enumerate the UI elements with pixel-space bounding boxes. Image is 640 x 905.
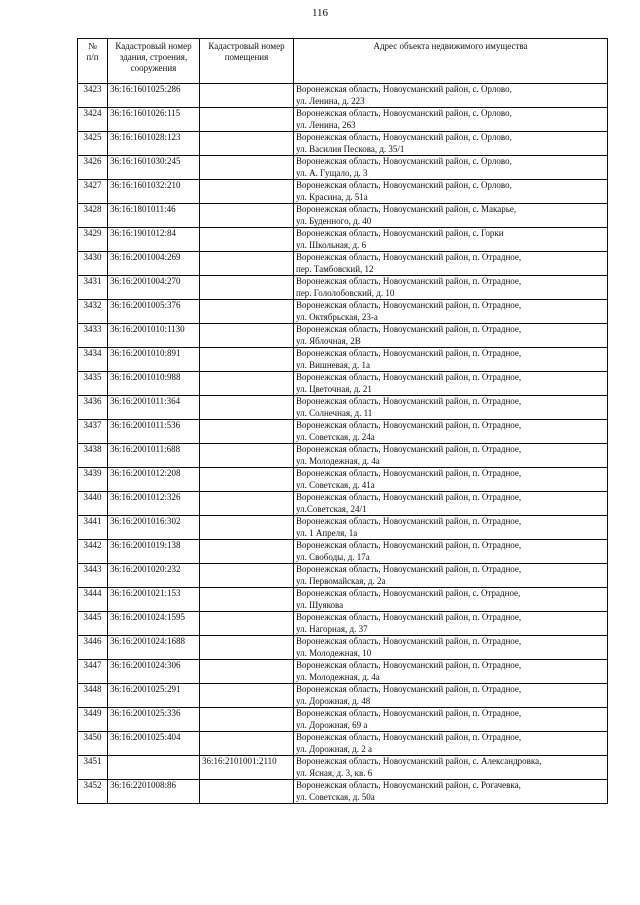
table-row [78,780,608,804]
object-address: Воронежская область, Новоусманский район, п. Отрадное, ул. Октябрьская, 23-а [294,300,608,324]
building-cadastral-number: 36:16:2001016:302 [108,516,200,540]
building-cadastral-number: 36:16:2001011:688 [108,444,200,468]
table-row [78,468,608,492]
room-cadastral-number [200,180,294,204]
object-address: Воронежская область, Новоусманский район, с. Отрадное, ул. Шуякова [294,588,608,612]
table-row [78,516,608,540]
building-cadastral-number: 36:16:2001010:1130 [108,324,200,348]
row-number: 3432 [78,300,108,324]
object-address: Воронежская область, Новоусманский район, с. Орлово, ул. Красина, д. 51а [294,180,608,204]
table-row [78,756,608,780]
object-address: Воронежская область, Новоусманский район, п. Отрадное, ул. Молодежная, 10 [294,636,608,660]
object-address: Воронежская область, Новоусманский район, п. Отрадное, ул. Молодежная, д. 4а [294,660,608,684]
room-cadastral-number [200,492,294,516]
object-address: Воронежская область, Новоусманский район, п. Отрадное, пер. Тамбовский, 12 [294,252,608,276]
row-number: 3451 [78,756,108,780]
object-address: Воронежская область, Новоусманский район, п. Отрадное, ул. Яблочная, 2В [294,324,608,348]
object-address: Воронежская область, Новоусманский район, с. Орлово, ул. А. Гущало, д. 3 [294,156,608,180]
building-cadastral-number: 36:16:2001024:1688 [108,636,200,660]
row-number: 3431 [78,276,108,300]
table-row [78,252,608,276]
row-number: 3445 [78,612,108,636]
header-room-cadastral: Кадастровый номер помещения [200,39,294,84]
object-address: Воронежская область, Новоусманский район, с. Горки ул. Школьная, д. 6 [294,228,608,252]
object-address: Воронежская область, Новоусманский район, с. Орлово, ул. Ленина, 263 [294,108,608,132]
row-number: 3423 [78,84,108,108]
table-row [78,540,608,564]
table-row [78,564,608,588]
table-row [78,612,608,636]
room-cadastral-number [200,132,294,156]
table-row [78,660,608,684]
room-cadastral-number [200,708,294,732]
row-number: 3450 [78,732,108,756]
room-cadastral-number [200,228,294,252]
header-building-cadastral: Кадастровый номер здания, строения, сооружения [108,39,200,84]
object-address: Воронежская область, Новоусманский район, п. Отрадное, ул.Советская, 24/1 [294,492,608,516]
row-number: 3441 [78,516,108,540]
object-address: Воронежская область, Новоусманский район, п. Отрадное, ул. Вишневая, д. 1а [294,348,608,372]
page-number: 116 [311,7,329,19]
room-cadastral-number [200,732,294,756]
object-address: Воронежская область, Новоусманский район, п. Отрадное, ул. Советская, д. 24а [294,420,608,444]
row-number: 3426 [78,156,108,180]
room-cadastral-number [200,636,294,660]
table-row [78,732,608,756]
object-address: Воронежская область, Новоусманский район, п. Отрадное, ул. Молодежная, д. 4а [294,444,608,468]
building-cadastral-number: 36:16:2001010:988 [108,372,200,396]
object-address: Воронежская область, Новоусманский район, с. Рогачевка, ул. Советская, д. 50а [294,780,608,804]
room-cadastral-number [200,252,294,276]
building-cadastral-number: 36:16:1601026:115 [108,108,200,132]
table-row [78,372,608,396]
table-row [78,396,608,420]
table-header-row [78,39,608,84]
room-cadastral-number [200,300,294,324]
building-cadastral-number: 36:16:2001012:326 [108,492,200,516]
building-cadastral-number: 36:16:2001005:376 [108,300,200,324]
row-number: 3452 [78,780,108,804]
row-number: 3437 [78,420,108,444]
building-cadastral-number: 36:16:1601025:286 [108,84,200,108]
row-number: 3427 [78,180,108,204]
table-row [78,636,608,660]
row-number: 3433 [78,324,108,348]
room-cadastral-number [200,276,294,300]
row-number: 3436 [78,396,108,420]
building-cadastral-number: 36:16:1601030:245 [108,156,200,180]
room-cadastral-number [200,420,294,444]
building-cadastral-number: 36:16:2001011:364 [108,396,200,420]
table-row [78,348,608,372]
room-cadastral-number [200,780,294,804]
room-cadastral-number [200,516,294,540]
room-cadastral-number [200,660,294,684]
row-number: 3440 [78,492,108,516]
building-cadastral-number: 36:16:1601028:123 [108,132,200,156]
object-address: Воронежская область, Новоусманский район, с. Орлово, ул. Василия Пескова, д. 35/1 [294,132,608,156]
table-row [78,180,608,204]
table-row [78,156,608,180]
row-number: 3425 [78,132,108,156]
table-row [78,324,608,348]
room-cadastral-number: 36:16:2101001:2110 [200,756,294,780]
row-number: 3449 [78,708,108,732]
row-number: 3428 [78,204,108,228]
object-address: Воронежская область, Новоусманский район, п. Отрадное, ул. Первомайская, д. 2а [294,564,608,588]
row-number: 3434 [78,348,108,372]
table-row [78,276,608,300]
row-number: 3443 [78,564,108,588]
room-cadastral-number [200,204,294,228]
row-number: 3429 [78,228,108,252]
room-cadastral-number [200,444,294,468]
room-cadastral-number [200,372,294,396]
row-number: 3424 [78,108,108,132]
building-cadastral-number: 36:16:2001024:306 [108,660,200,684]
room-cadastral-number [200,540,294,564]
row-number: 3435 [78,372,108,396]
table-row [78,420,608,444]
building-cadastral-number: 36:16:1901012:84 [108,228,200,252]
building-cadastral-number: 36:16:2001011:536 [108,420,200,444]
building-cadastral-number [108,756,200,780]
object-address: Воронежская область, Новоусманский район, п. Отрадное, ул. Советская, д. 41а [294,468,608,492]
row-number: 3446 [78,636,108,660]
object-address: Воронежская область, Новоусманский район, п. Отрадное, ул. Цветочная, д. 21 [294,372,608,396]
room-cadastral-number [200,396,294,420]
property-registry-table [77,38,608,804]
building-cadastral-number: 36:16:2001024:1595 [108,612,200,636]
table-row [78,204,608,228]
table-row [78,492,608,516]
object-address: Воронежская область, Новоусманский район, с. Александровка, ул. Ясная, д. 3, кв. 6 [294,756,608,780]
building-cadastral-number: 36:16:2001025:404 [108,732,200,756]
row-number: 3442 [78,540,108,564]
room-cadastral-number [200,612,294,636]
object-address: Воронежская область, Новоусманский район, п. Отрадное, пер. Гололобовский, д. 10 [294,276,608,300]
object-address: Воронежская область, Новоусманский район, п. Отрадное, ул. Солнечная, д. 11 [294,396,608,420]
building-cadastral-number: 36:16:2201008:86 [108,780,200,804]
table-row [78,300,608,324]
table-row [78,84,608,108]
row-number: 3438 [78,444,108,468]
table-row [78,108,608,132]
building-cadastral-number: 36:16:2001020:232 [108,564,200,588]
room-cadastral-number [200,468,294,492]
object-address: Воронежская область, Новоусманский район, п. Отрадное, ул. 1 Апреля, 1а [294,516,608,540]
building-cadastral-number: 36:16:2001004:269 [108,252,200,276]
row-number: 3430 [78,252,108,276]
table-row [78,132,608,156]
object-address: Воронежская область, Новоусманский район, с. Макарье, ул. Буденного, д. 40 [294,204,608,228]
building-cadastral-number: 36:16:2001021:153 [108,588,200,612]
table-body [78,84,608,804]
table-row [78,228,608,252]
room-cadastral-number [200,564,294,588]
row-number: 3447 [78,660,108,684]
table-row [78,684,608,708]
room-cadastral-number [200,684,294,708]
building-cadastral-number: 36:16:2001025:336 [108,708,200,732]
object-address: Воронежская область, Новоусманский район, п. Отрадное, ул. Свободы, д. 17а [294,540,608,564]
room-cadastral-number [200,156,294,180]
building-cadastral-number: 36:16:2001010:891 [108,348,200,372]
building-cadastral-number: 36:16:2001019:138 [108,540,200,564]
header-number: № п/п [78,39,108,84]
building-cadastral-number: 36:16:2001004:270 [108,276,200,300]
header-address: Адрес объекта недвижимого имущества [294,39,608,84]
building-cadastral-number: 36:16:2001025:291 [108,684,200,708]
room-cadastral-number [200,108,294,132]
room-cadastral-number [200,84,294,108]
row-number: 3448 [78,684,108,708]
table-row [78,444,608,468]
row-number: 3439 [78,468,108,492]
row-number: 3444 [78,588,108,612]
table-row [78,708,608,732]
room-cadastral-number [200,348,294,372]
room-cadastral-number [200,324,294,348]
object-address: Воронежская область, Новоусманский район, п. Отрадное, ул. Дорожная, д. 48 [294,684,608,708]
room-cadastral-number [200,588,294,612]
building-cadastral-number: 36:16:1801011:46 [108,204,200,228]
object-address: Воронежская область, Новоусманский район, с. Орлово, ул. Ленина, д. 223 [294,84,608,108]
object-address: Воронежская область, Новоусманский район, п. Отрадное, ул. Нагорная, д. 37 [294,612,608,636]
table-row [78,588,608,612]
object-address: Воронежская область, Новоусманский район, п. Отрадное, ул. Дорожная, 69 а [294,708,608,732]
building-cadastral-number: 36:16:1601032:210 [108,180,200,204]
building-cadastral-number: 36:16:2001012:208 [108,468,200,492]
object-address: Воронежская область, Новоусманский район, п. Отрадное, ул. Дорожная, д. 2 а [294,732,608,756]
